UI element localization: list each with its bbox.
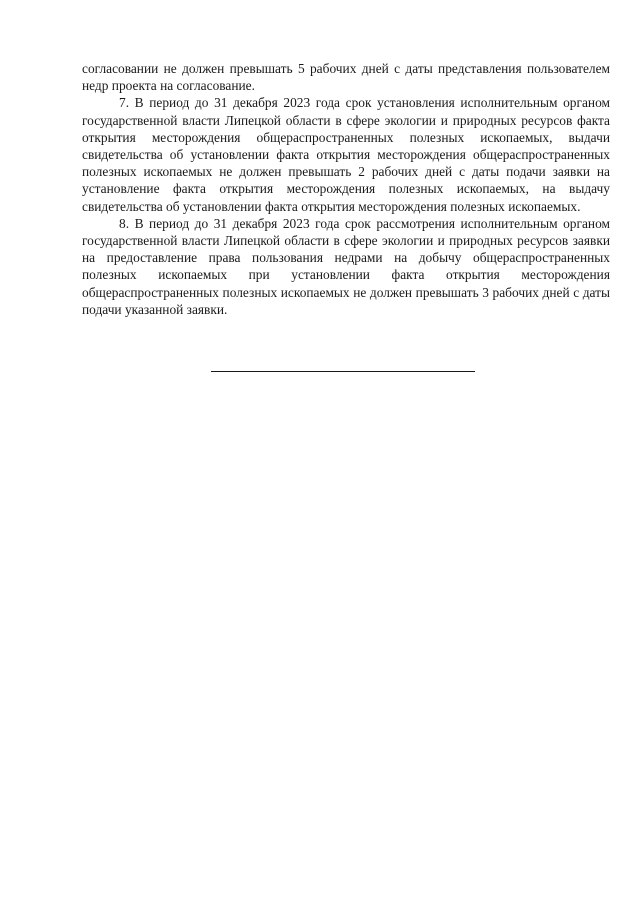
end-of-document-rule [211, 371, 475, 372]
document-body [82, 60, 610, 318]
paragraph-item-7: 7. В период до 31 декабря 2023 года срок установления исполнительным органом государственной власти Липецкой области в сфере экологии и природных ресурсов факта открытия месторождения общераспространенных полезных ископаемых, выдачи свидетельства об установлении факта открытия месторождения общераспространенных полезных ископаемых не должен превышать 2 рабочих дней с даты подачи заявки на установление факта открытия месторождения полезных ископаемых, на выдачу свидетельства об установлении факта открытия месторождения полезных ископаемых. [82, 95, 610, 214]
paragraph-continuation: согласовании не должен превышать 5 рабочих дней с даты представления пользователем недр проекта на согласование. [82, 61, 610, 94]
paragraph-item-8: 8. В период до 31 декабря 2023 года срок рассмотрения исполнительным органом государственной власти Липецкой области в сфере экологии и природных ресурсов заявки на предоставление права пользования недрами на добычу общераспространенных полезных ископаемых при установлении факта открытия месторождения общераспространенных полезных ископаемых не должен превышать 3 рабочих дней с даты подачи указанной заявки. [82, 215, 610, 317]
